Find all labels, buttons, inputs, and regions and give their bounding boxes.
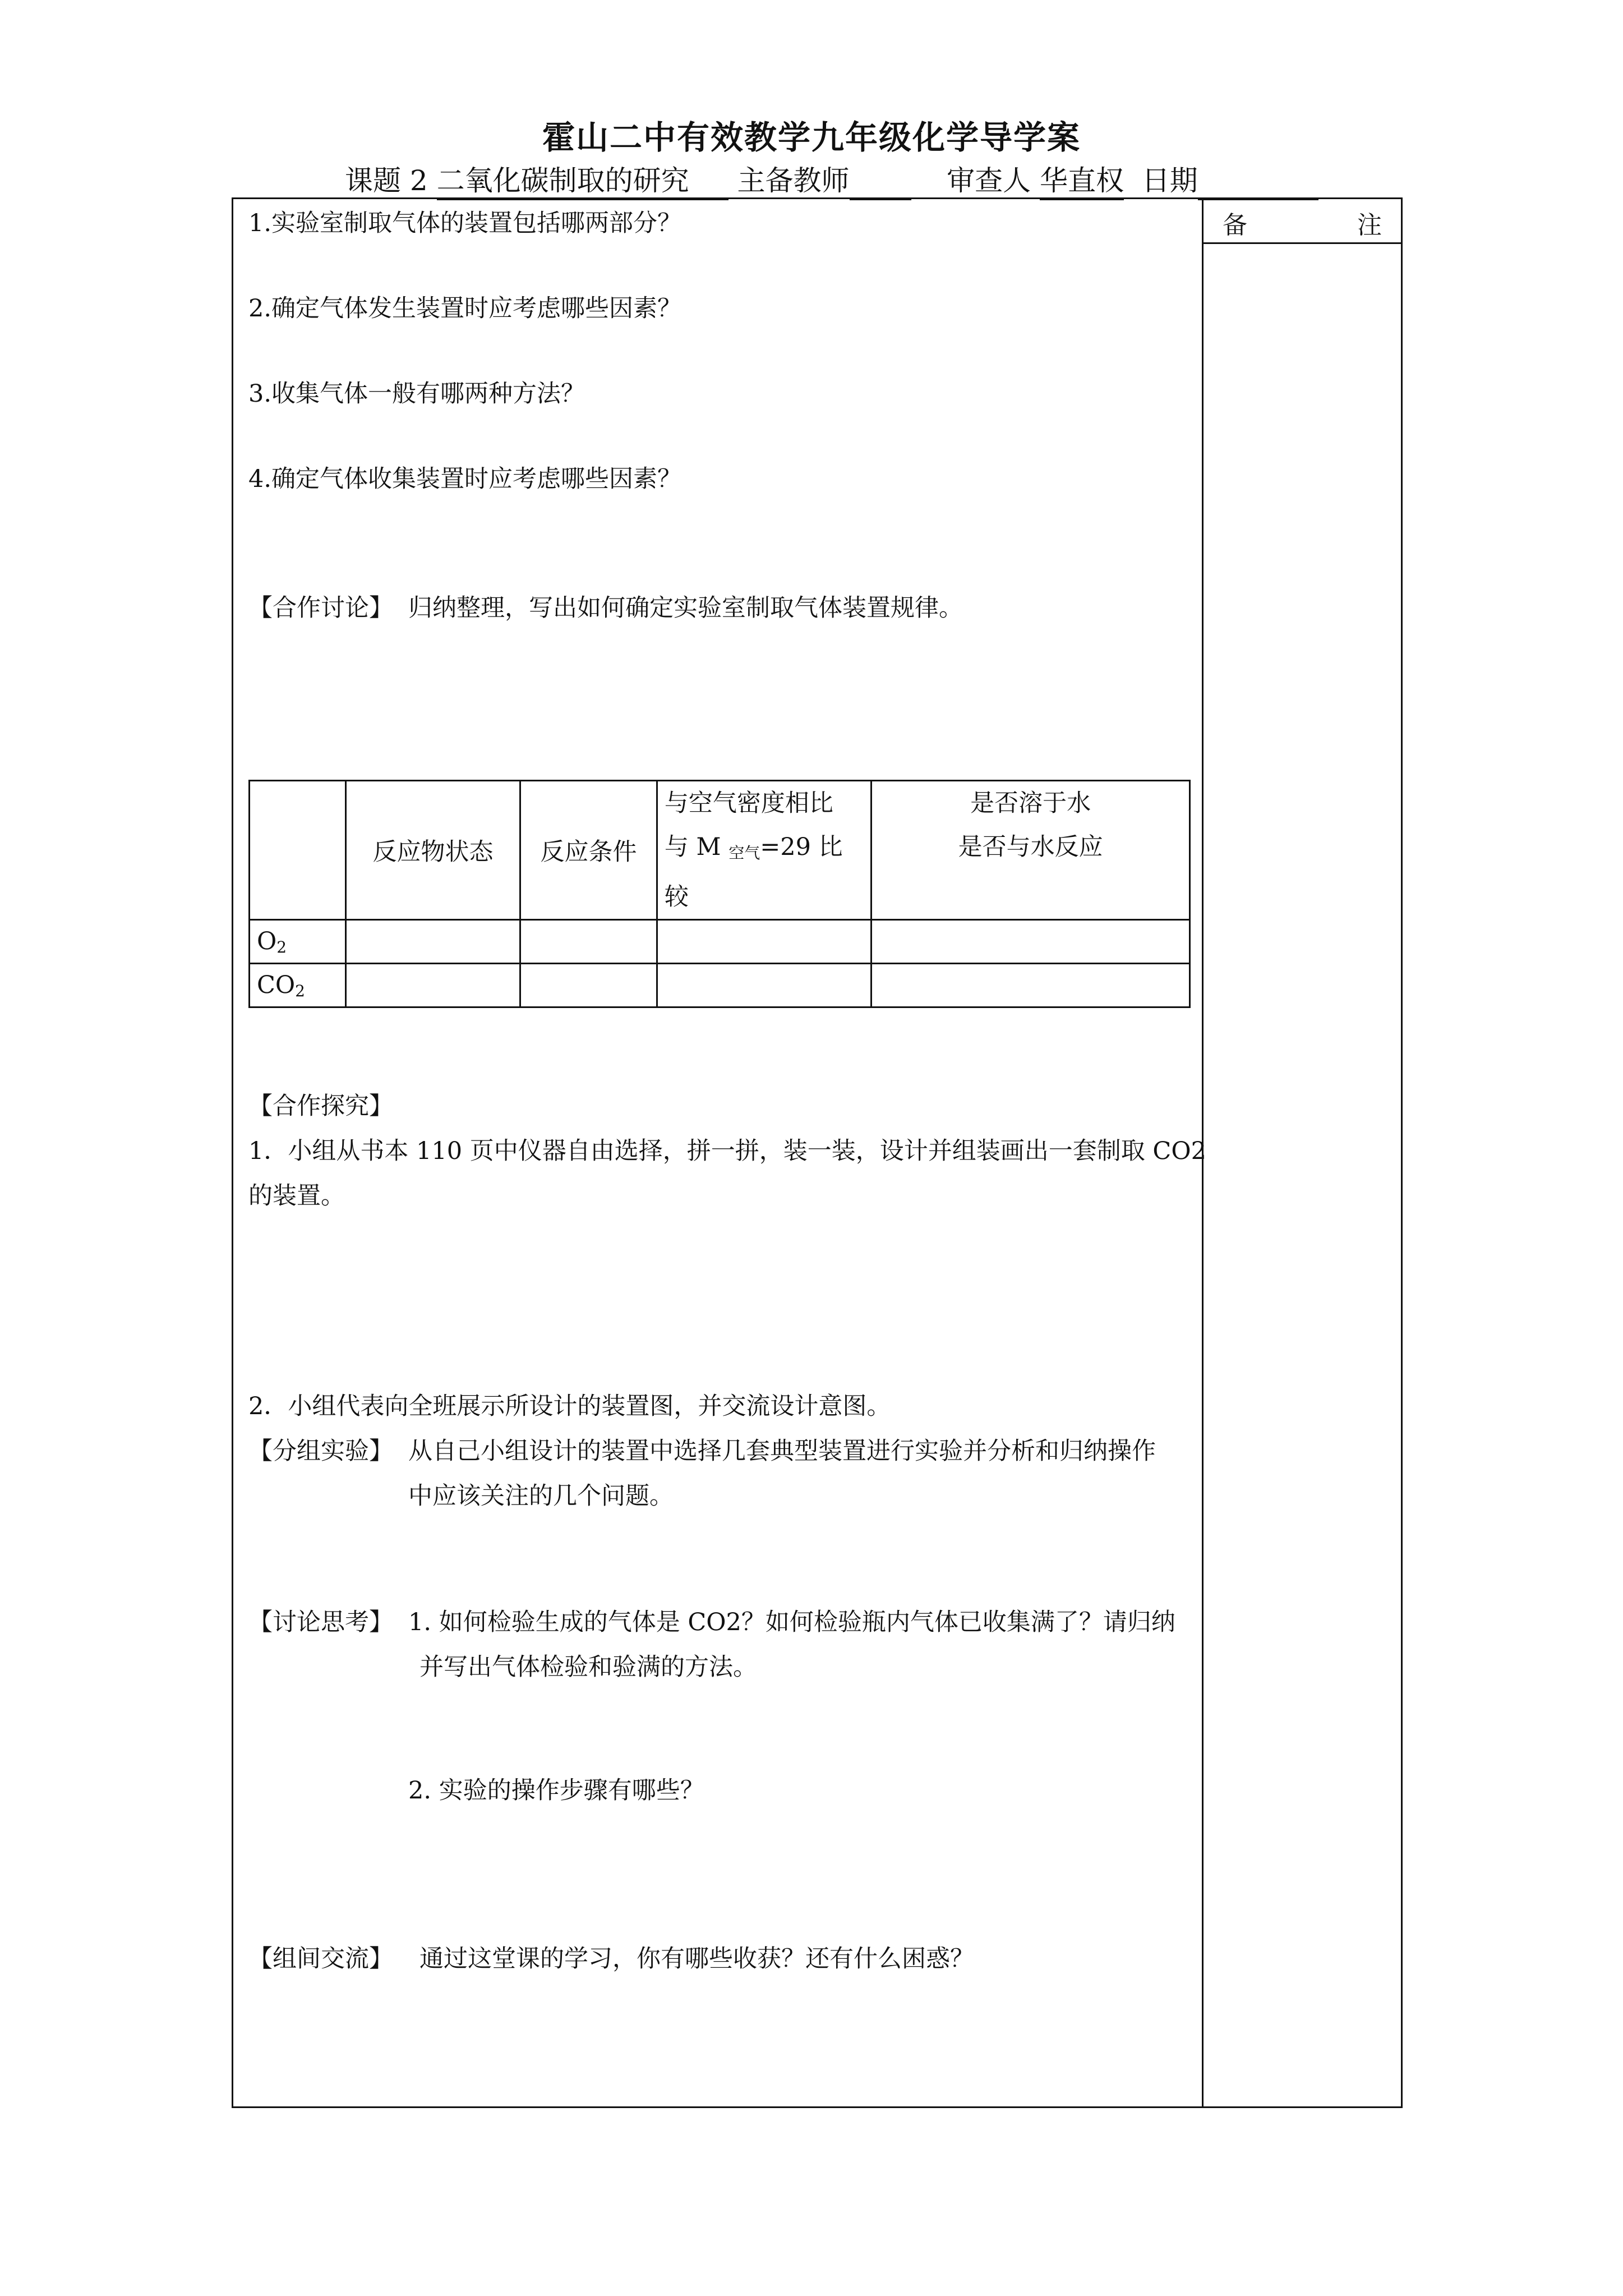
topic-label: 课题 2: [345, 164, 428, 197]
question-3: 3.收集气体一般有哪两种方法？: [248, 380, 585, 408]
blank-cell: [345, 964, 520, 1007]
density-line-2b: =29 比: [760, 833, 843, 861]
blank-cell: [872, 920, 1190, 964]
density-line-2: [665, 825, 864, 875]
explore-item-1-line-2: 的装置。: [248, 1182, 345, 1210]
density-line-2-sub: 空气: [728, 844, 760, 862]
question-4: 4.确定气体收集装置时应考虑哪些因素？: [248, 465, 682, 493]
gas-co2-symbol: CO: [257, 970, 296, 999]
think-q2: 2. 实验的操作步骤有哪些？: [408, 1777, 704, 1805]
table-row: [250, 920, 1190, 964]
notes-header-left: 备: [1223, 211, 1247, 240]
explore-item-1-line-1: 1．小组从书本 110 页中仪器自由选择，拼一拼，装一装，设计并组装画出一套制取 CO2: [248, 1137, 1206, 1165]
group-experiment-line-1: 从自己小组设计的装置中选择几套典型装置进行实验并分析和归纳操作: [408, 1437, 1156, 1465]
gas-o2-subscript: 2: [276, 937, 287, 956]
notes-header-divider: [1202, 242, 1403, 244]
blank-cell: [345, 920, 520, 964]
date-label: 日期: [1141, 164, 1198, 197]
gas-cell-o2: [250, 920, 346, 964]
density-line-3: 较: [664, 883, 689, 911]
blank-cell: [872, 964, 1190, 1007]
date-blank: [1198, 171, 1318, 200]
topic-blank: [689, 171, 728, 200]
gas-comparison-table: [248, 780, 1191, 1008]
table-corner-cell: [250, 781, 346, 920]
topic-name: 二氧化碳制取的研究: [437, 158, 689, 200]
gas-o2-symbol: O: [257, 927, 277, 955]
group-experiment-line-2: 中应该关注的几个问题。: [408, 1482, 674, 1510]
reviewer-label: 审查人: [947, 164, 1031, 197]
header-reaction-condition: 反应条件: [520, 781, 657, 920]
blank-cell: [657, 964, 871, 1007]
reviewer-name: 华直权: [1040, 158, 1124, 200]
exchange-tag: 【组间交流】: [248, 1945, 393, 1973]
blank-cell: [657, 920, 871, 964]
header-solubility: [872, 781, 1190, 920]
blank-cell: [520, 920, 657, 964]
think-tag: 【讨论思考】: [248, 1608, 393, 1636]
notes-header-right: 注: [1357, 211, 1382, 240]
explore-item-2: 2．小组代表向全班展示所设计的装置图，并交流设计意图。: [248, 1392, 891, 1420]
page-title: 霍山二中有效教学九年级化学导学案: [542, 118, 1081, 157]
header-reactant-state: 反应物状态: [345, 781, 520, 920]
table-header-row: [250, 781, 1190, 920]
explore-tag: 【合作探究】: [248, 1092, 393, 1120]
header-density-compare: [657, 781, 871, 920]
teacher-blank: [850, 171, 911, 200]
density-line-2a: 与 M: [664, 833, 721, 861]
question-2: 2.确定气体发生装置时应考虑哪些因素？: [248, 295, 682, 323]
blank-cell: [520, 964, 657, 1007]
discussion-tag: 【合作讨论】: [248, 594, 393, 622]
density-line-1: 与空气密度相比: [664, 789, 833, 817]
think-q1-line-1: 1. 如何检验生成的气体是 CO2？如何检验瓶内气体已收集满了？请归纳: [408, 1608, 1175, 1636]
gas-cell-co2: [250, 964, 346, 1007]
table-row: [250, 964, 1190, 1007]
discussion-text: 归纳整理，写出如何确定实验室制取气体装置规律。: [408, 594, 963, 622]
think-q1-line-2: 并写出气体检验和验满的方法。: [419, 1653, 757, 1681]
gas-co2-subscript: 2: [295, 981, 305, 1000]
teacher-label: 主备教师: [737, 164, 850, 197]
solubility-line-1: 是否溶于水: [970, 789, 1091, 817]
exchange-text: 通过这堂课的学习，你有哪些收获？还有什么困惑？: [419, 1945, 974, 1973]
course-info-line: [345, 158, 1318, 200]
group-experiment-tag: 【分组实验】: [248, 1437, 393, 1465]
question-1: 1.实验室制取气体的装置包括哪两部分？: [248, 209, 682, 237]
solubility-line-2: 是否与水反应: [958, 833, 1103, 861]
